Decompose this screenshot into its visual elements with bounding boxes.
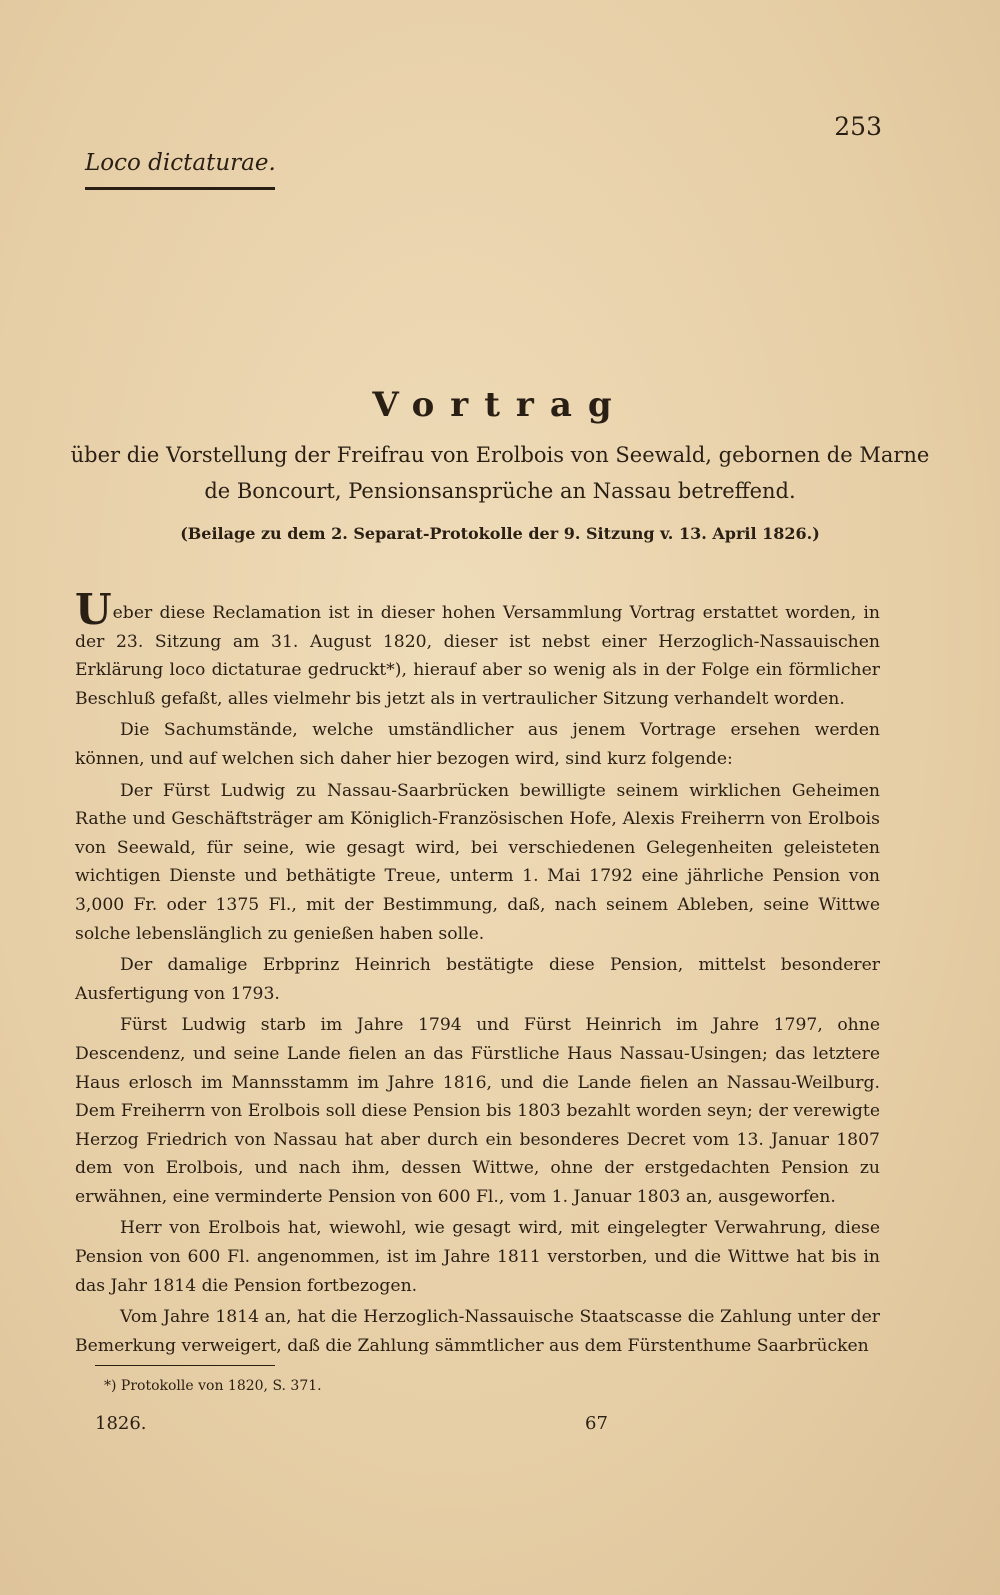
section-subtitle: über die Vorstellung der Freifrau von Erolbois von Seewald, gebornen de Marne de Boncourt, Pensionsansprüche an Nassau betreffend.: [70, 443, 930, 503]
page-number: 253: [834, 112, 882, 141]
paragraph: Fürst Ludwig starb im Jahre 1794 und Fürst Heinrich im Jahre 1797, ohne Descendenz, und seine Lande fielen an das Fürstliche Haus Nassau-Usingen; das letztere Haus erlosch im Mannsstamm im Jahre 1816, und die Lande fielen an Nassau-Weilburg. Dem Freiherrn von Erolbois soll diese Pension bis 1803 bezahlt worden seyn; der verewigte Herzog Friedrich von Nassau hat aber durch ein besonderes Decret vom 13. Januar 1807 dem von Erolbois, und nach ihm, dessen Wittwe, ohne der erstgedachten Pension zu erwähnen, eine verminderte Pension von 600 Fl., vom 1. Januar 1803 an, ausgeworfen.: [75, 1015, 880, 1207]
running-head: Loco dictaturae.: [85, 150, 276, 176]
section-title: Vortrag: [372, 385, 628, 425]
body-text: [75, 585, 880, 1360]
drop-cap: U: [75, 585, 112, 634]
signature-number: 67: [585, 1413, 608, 1434]
header-rule: [85, 187, 275, 190]
supplement-note: (Beilage zu dem 2. Separat-Protokolle der 9. Sitzung v. 13. April 1826.): [180, 524, 820, 543]
paragraph: Der Fürst Ludwig zu Nassau-Saarbrücken bewilligte seinem wirklichen Geheimen Rathe und Geschäftsträger am Königlich-Französischen Hofe, Alexis Freiherrn von Erolbois von Seewald, für seine, wie gesagt wird, bei verschiedenen Gelegenheiten geleisteten wichtigen Dienste und bethätigte Treue, unterm 1. Mai 1792 eine jährliche Pension von 3,000 Fr. oder 1375 Fl., mit der Bestimmung, daß, nach seinem Ableben, seine Wittwe solche lebenslänglich zu genießen haben solle.: [75, 780, 880, 944]
signature-year: 1826.: [95, 1413, 147, 1434]
paragraph: Vom Jahre 1814 an, hat die Herzoglich-Nassauische Staatscasse die Zahlung unter der Bemerkung verweigert, daß die Zahlung sämmtlicher aus dem Fürstenthume Saarbrücken: [75, 1307, 880, 1356]
footnote: *) Protokolle von 1820, S. 371.: [104, 1378, 322, 1394]
paragraph: Der damalige Erbprinz Heinrich bestätigte diese Pension, mittelst besonderer Ausfertigung von 1793.: [75, 955, 880, 1004]
paragraph-text: eber diese Reclamation ist in dieser hohen Versammlung Vortrag erstattet worden, in der 23. Sitzung am 31. August 1820, dieser ist nebst einer Herzoglich-Nassauischen Erklärung loco dictaturae gedruckt*), hierauf aber so wenig als in der Folge ein förmlicher Beschluß gefaßt, alles vielmehr bis jetzt als in vertraulicher Sitzung verhandelt worden.: [75, 603, 880, 709]
paragraph: [75, 585, 880, 713]
footnote-rule: [95, 1365, 275, 1366]
paragraph: Herr von Erolbois hat, wiewohl, wie gesagt wird, mit eingelegter Verwahrung, diese Pension von 600 Fl. angenommen, ist im Jahre 1811 verstorben, und die Wittwe hat bis in das Jahr 1814 die Pension fortbezogen.: [75, 1218, 880, 1296]
paragraph: Die Sachumstände, welche umständlicher aus jenem Vortrage ersehen werden können, und auf welchen sich daher hier bezogen wird, sind kurz folgende:: [75, 720, 880, 769]
